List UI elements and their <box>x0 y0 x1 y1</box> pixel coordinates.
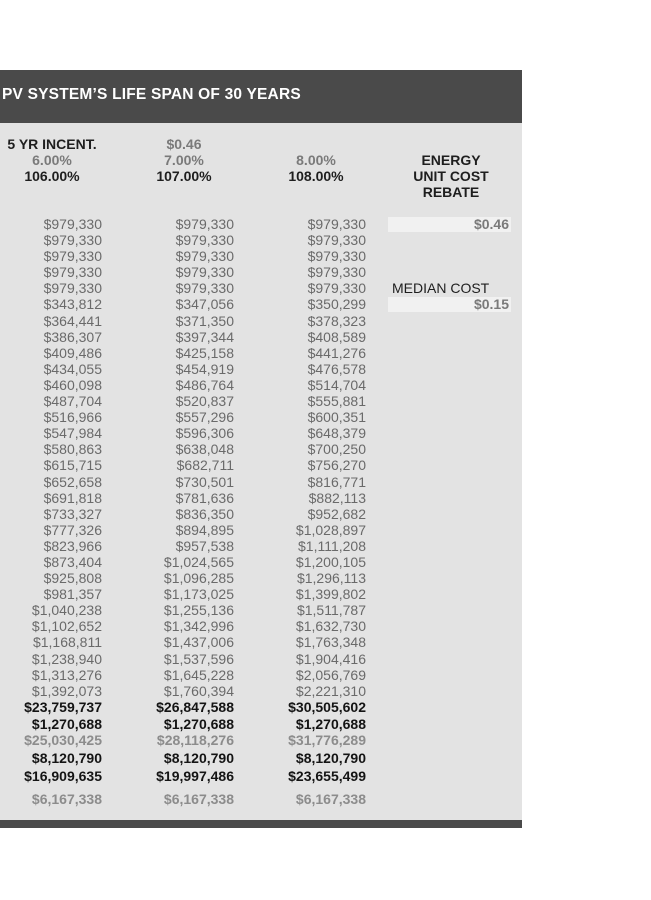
table-row: $1,200,105 <box>295 553 366 570</box>
table-row: $1,399,802 <box>295 586 366 603</box>
table-row: $682,711 <box>176 457 234 474</box>
table-row: $441,276 <box>307 344 366 361</box>
energy-header-line: REBATE <box>422 184 480 200</box>
table-row: $733,327 <box>43 505 102 522</box>
table-row: $476,578 <box>307 360 366 377</box>
column-8pct <box>266 70 366 810</box>
table-row: $1,904,416 <box>295 650 366 667</box>
table-row: $1,111,208 <box>298 537 366 554</box>
table-row: $397,344 <box>175 328 234 345</box>
total-deduction: $1,270,688 <box>295 716 366 732</box>
table-row: $347,056 <box>175 296 234 313</box>
table-row: $378,323 <box>307 312 366 329</box>
median-cost-value: $0.15 <box>473 296 509 312</box>
table-row: $1,296,113 <box>296 570 366 587</box>
table-row: $957,538 <box>175 537 234 554</box>
total-deduction: $1,270,688 <box>31 716 102 732</box>
table-row: $1,763,348 <box>295 634 366 651</box>
table-row: $1,255,136 <box>163 602 234 619</box>
total-gross: $25,030,425 <box>24 732 102 748</box>
table-row: $638,048 <box>175 441 234 458</box>
table-row: $1,760,394 <box>163 682 234 699</box>
table-row: $1,102,652 <box>31 618 102 635</box>
table-row: $350,299 <box>307 296 366 313</box>
multiplier-label: 108.00% <box>288 168 344 184</box>
total-deduction: $1,270,688 <box>163 716 234 732</box>
table-row: $781,636 <box>175 489 234 506</box>
table-row: $1,313,276 <box>31 666 102 683</box>
energy-unit-cost-rebate-header <box>396 152 506 200</box>
table-row: $2,056,769 <box>295 666 366 683</box>
total-net: $16,909,635 <box>24 768 102 784</box>
total-gross: $28,118,276 <box>156 732 234 748</box>
total-net: $23,655,499 <box>288 768 366 784</box>
table-row: $979,330 <box>175 232 234 249</box>
table-row: $981,357 <box>43 586 102 603</box>
table-row: $979,330 <box>43 248 102 265</box>
table-row: $487,704 <box>43 393 102 410</box>
table-row: $557,296 <box>175 409 234 426</box>
table-row: $1,173,025 <box>163 586 234 603</box>
table-row: $952,682 <box>307 505 366 522</box>
table-row: $460,098 <box>43 376 102 393</box>
table-row: $343,812 <box>43 296 102 313</box>
table-row: $979,330 <box>307 264 366 281</box>
table-row: $1,096,285 <box>163 570 234 587</box>
rate-label: 7.00% <box>164 152 204 168</box>
energy-header-line: ENERGY <box>421 152 481 168</box>
table-row: $1,168,811 <box>32 634 102 651</box>
median-cost-label: MEDIAN COST <box>392 280 490 296</box>
total-cost: $8,120,790 <box>31 750 102 766</box>
table-row: $364,441 <box>43 312 102 329</box>
table-row: $1,645,228 <box>163 666 234 683</box>
yearly-values <box>2 216 102 699</box>
column-5yr-incentive <box>2 70 102 810</box>
table-row: $730,501 <box>175 473 234 490</box>
table-row: $2,221,310 <box>295 682 366 699</box>
table-row: $516,966 <box>43 409 102 426</box>
banner-title: PV SYSTEM’S LIFE SPAN OF 30 YEARS <box>2 86 301 103</box>
table-row: $434,055 <box>43 360 102 377</box>
table-row: $1,024,565 <box>163 553 234 570</box>
table-row: $486,764 <box>175 376 234 393</box>
table-row: $979,330 <box>43 280 102 297</box>
table-row: $520,837 <box>175 393 234 410</box>
total-sum: $30,505,602 <box>288 699 366 715</box>
table-row: $596,306 <box>175 425 234 442</box>
rate-label: 6.00% <box>32 152 72 168</box>
energy-header-line: UNIT COST <box>413 168 489 184</box>
median-cost-input[interactable] <box>388 297 511 312</box>
total-final: $6,167,338 <box>295 791 366 807</box>
table-row: $836,350 <box>175 505 234 522</box>
table-row: $1,632,730 <box>295 618 366 635</box>
table-row: $777,326 <box>43 521 102 538</box>
table-row: $1,437,006 <box>163 634 234 651</box>
table-row: $408,589 <box>307 328 366 345</box>
bottom-bar <box>0 820 522 828</box>
table-row: $1,392,073 <box>31 682 102 699</box>
column-header: $0.46 <box>166 136 202 152</box>
table-row: $547,984 <box>43 425 102 442</box>
yearly-values <box>266 216 366 699</box>
table-row: $1,511,787 <box>296 602 366 619</box>
table-row: $555,881 <box>307 393 366 410</box>
table-row: $691,818 <box>43 489 102 506</box>
table-row: $979,330 <box>307 232 366 249</box>
total-cost: $8,120,790 <box>295 750 366 766</box>
table-row: $979,330 <box>307 280 366 297</box>
multiplier-label: 107.00% <box>156 168 212 184</box>
total-gross: $31,776,289 <box>288 732 366 748</box>
table-row: $652,658 <box>43 473 102 490</box>
table-row: $409,486 <box>43 344 102 361</box>
table-row: $425,158 <box>175 344 234 361</box>
table-row: $1,238,940 <box>31 650 102 667</box>
table-row: $600,351 <box>307 409 366 426</box>
table-row: $873,404 <box>43 553 102 570</box>
table-panel <box>0 70 522 828</box>
column-header: 5 YR INCENT. <box>7 136 97 152</box>
table-row: $816,771 <box>307 473 366 490</box>
total-cost: $8,120,790 <box>163 750 234 766</box>
rebate-input[interactable] <box>388 217 511 232</box>
total-final: $6,167,338 <box>163 791 234 807</box>
table-row: $756,270 <box>307 457 366 474</box>
table-row: $1,537,596 <box>163 650 234 667</box>
table-row: $925,808 <box>43 570 102 587</box>
table-row: $580,863 <box>43 441 102 458</box>
table-row: $700,250 <box>307 441 366 458</box>
yearly-values <box>134 216 234 699</box>
rebate-value: $0.46 <box>473 216 509 232</box>
multiplier-label: 106.00% <box>24 168 80 184</box>
total-net: $19,997,486 <box>156 768 234 784</box>
table-row: $615,715 <box>43 457 102 474</box>
table-row: $1,342,996 <box>163 618 234 635</box>
table-row: $979,330 <box>43 232 102 249</box>
table-row: $823,966 <box>43 537 102 554</box>
table-row: $894,895 <box>175 521 234 538</box>
table-row: $979,330 <box>43 216 102 232</box>
table-row: $979,330 <box>175 248 234 265</box>
table-row: $979,330 <box>307 248 366 265</box>
table-row: $1,028,897 <box>295 521 366 538</box>
rate-label: 8.00% <box>296 152 336 168</box>
total-sum: $23,759,737 <box>24 699 102 715</box>
table-row: $514,704 <box>307 376 366 393</box>
table-row: $454,919 <box>175 360 234 377</box>
table-row: $979,330 <box>307 216 366 232</box>
table-row: $648,379 <box>307 425 366 442</box>
table-row: $371,350 <box>175 312 234 329</box>
table-row: $979,330 <box>43 264 102 281</box>
table-row: $979,330 <box>175 280 234 297</box>
total-final: $6,167,338 <box>31 791 102 807</box>
table-row: $979,330 <box>175 264 234 281</box>
table-row: $1,040,238 <box>31 602 102 619</box>
table-row: $882,113 <box>308 489 366 506</box>
table-row: $386,307 <box>43 328 102 345</box>
column-7pct <box>134 70 234 810</box>
table-row: $979,330 <box>175 216 234 232</box>
total-sum: $26,847,588 <box>156 699 234 715</box>
